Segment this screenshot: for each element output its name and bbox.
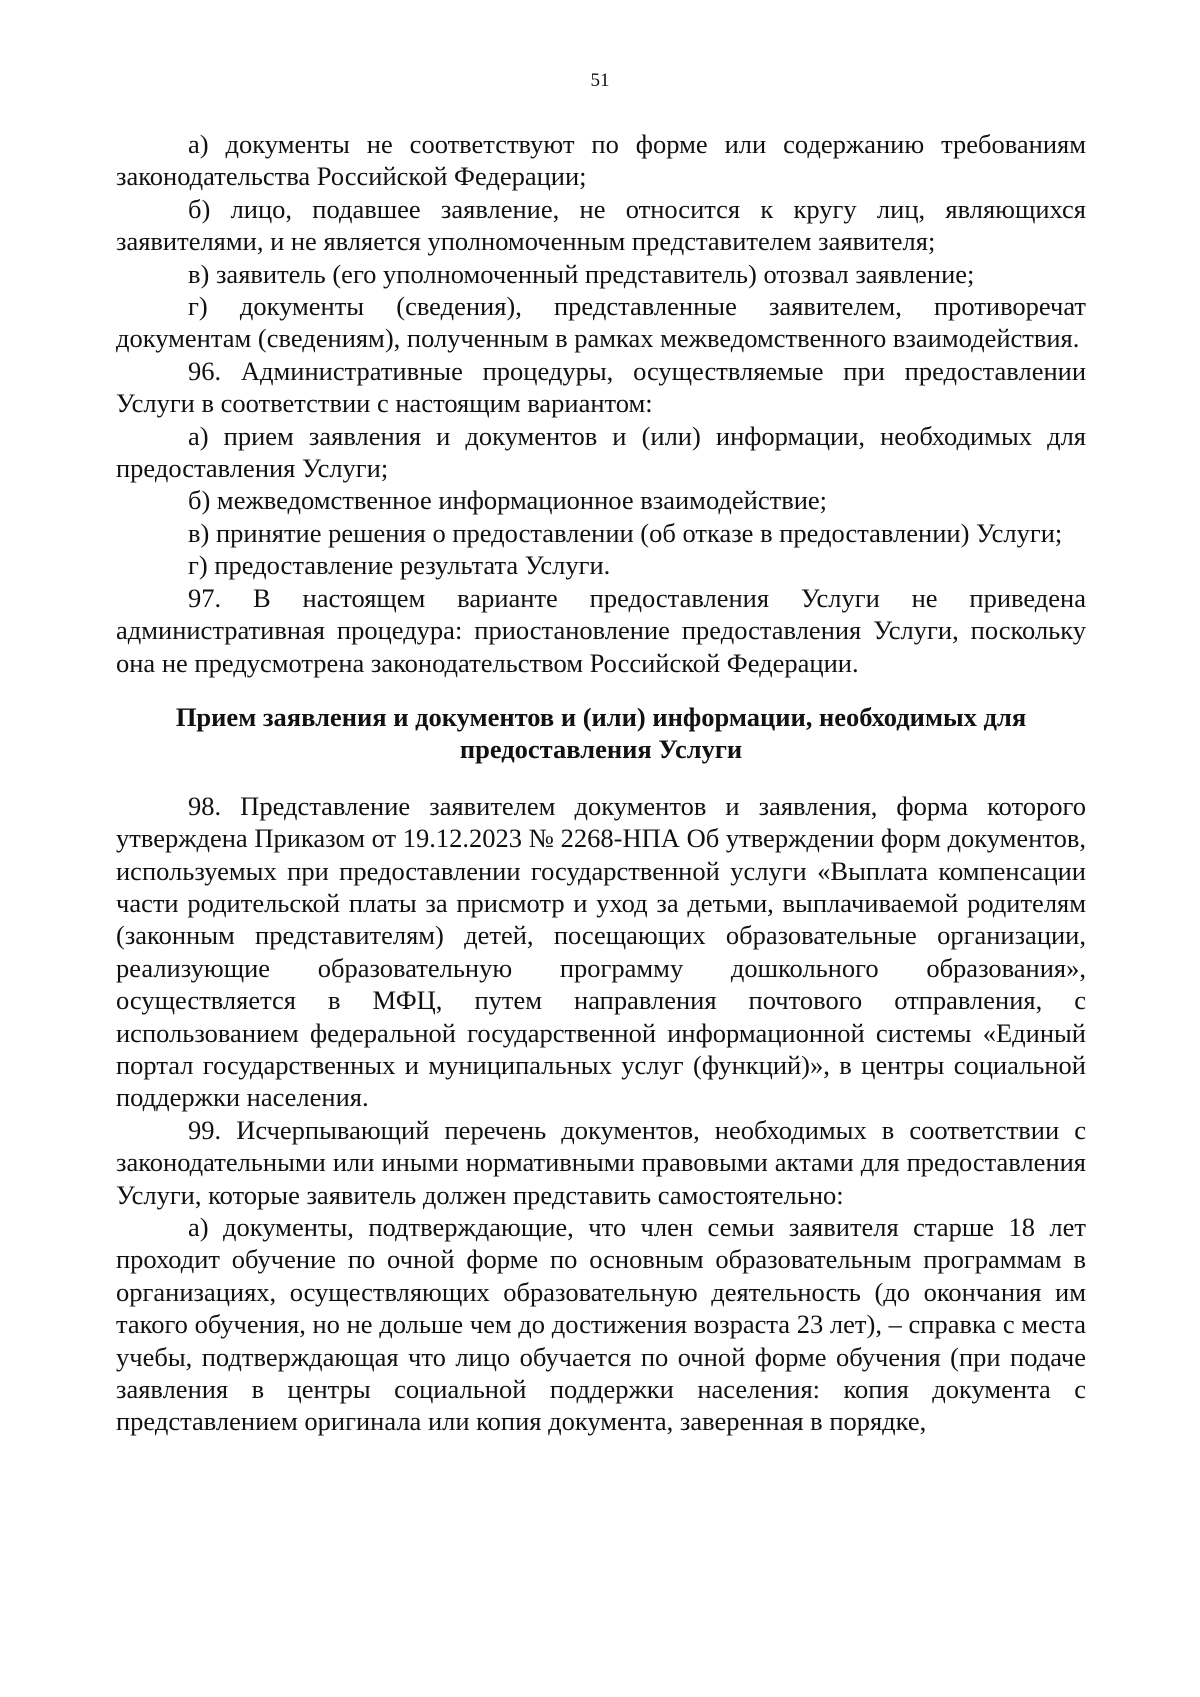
paragraph-96-item-b: б) межведомственное информационное взаимодействие;: [188, 485, 828, 516]
paragraph-96: 96. Административные процедуры, осуществляемые при предоставлении Услуги в соответствии с настоящим вариантом:: [116, 355, 1086, 419]
paragraph-96-item-v: в) принятие решения о предоставлении (об отказе в предоставлении) Услуги;: [188, 517, 1063, 548]
paragraph-99-item-a: а) документы, подтверждающие, что член семьи заявителя старше 18 лет проходит обучение по очной форме по основным образовательным программам в организациях, осуществляющих образовательную деятельность (до окончания им такого обучения, но не дольше чем до достижения возраста 23 лет), – справка с места учебы, подтверждающая что лицо обучается по очной форме обучения (при подаче заявления в центры социальной поддержки населения: копия документа с представлением оригинала или копия документа, заверенная в порядке,: [116, 1212, 1086, 1437]
paragraph-item-g-contradiction: г) документы (сведения), представленные заявителем, противоречат документам (сведениям), полученным в рамках межведомственного взаимодействия.: [116, 291, 1086, 354]
page-number: 51: [590, 70, 610, 91]
paragraph-97: 97. В настоящем варианте предоставления Услуги не приведена административная процедура: приостановление предоставления Услуги, поскольку она не предусмотрена законодательством Российской Федерации.: [116, 582, 1086, 678]
paragraph-96-item-g: г) предоставление результата Услуги.: [188, 550, 611, 581]
paragraph-item-b-not-applicant: б) лицо, подавшее заявление, не относится к кругу лиц, являющихся заявителями, и не является уполномоченным представителем заявителя;: [116, 193, 1086, 257]
paragraph-99: 99. Исчерпывающий перечень документов, необходимых в соответствии с законодательными или иными нормативными правовыми актами для предоставления Услуги, которые заявитель должен представить самостоятельно:: [116, 1114, 1086, 1210]
paragraph-98: 98. Представление заявителем документов и заявления, форма которого утверждена Приказом от 19.12.2023 № 2268-НПА Об утверждении форм документов, используемых при предоставлении государственной услуги «Выплата компенсации части родительской платы за присмотр и уход за детьми, выплачиваемой родителям (законным представителям) детей, посещающих образовательные организации, реализующие образовательную программу дошкольного образования», осуществляется в МФЦ, путем направления почтового отправления, с использованием федеральной государственной информационной системы «Единый портал государственных и муниципальных услуг (функций)», в центры социальной поддержки населения.: [116, 790, 1086, 1113]
paragraph-item-a-noncompliance: а) документы не соответствуют по форме или содержанию требованиям законодательства Российской Федерации;: [116, 129, 1086, 192]
section-heading-line-1: Прием заявления и документов и (или) информации, необходимых для: [175, 701, 1027, 732]
section-heading-line-2: предоставления Услуги: [459, 734, 743, 765]
paragraph-item-v-withdrawn: в) заявитель (его уполномоченный представитель) отозвал заявление;: [188, 258, 975, 289]
paragraph-96-item-a: а) прием заявления и документов и (или) информации, необходимых для предоставления Услуги;: [116, 420, 1086, 484]
section-heading: [116, 701, 1086, 766]
document-body: [116, 128, 1086, 1438]
